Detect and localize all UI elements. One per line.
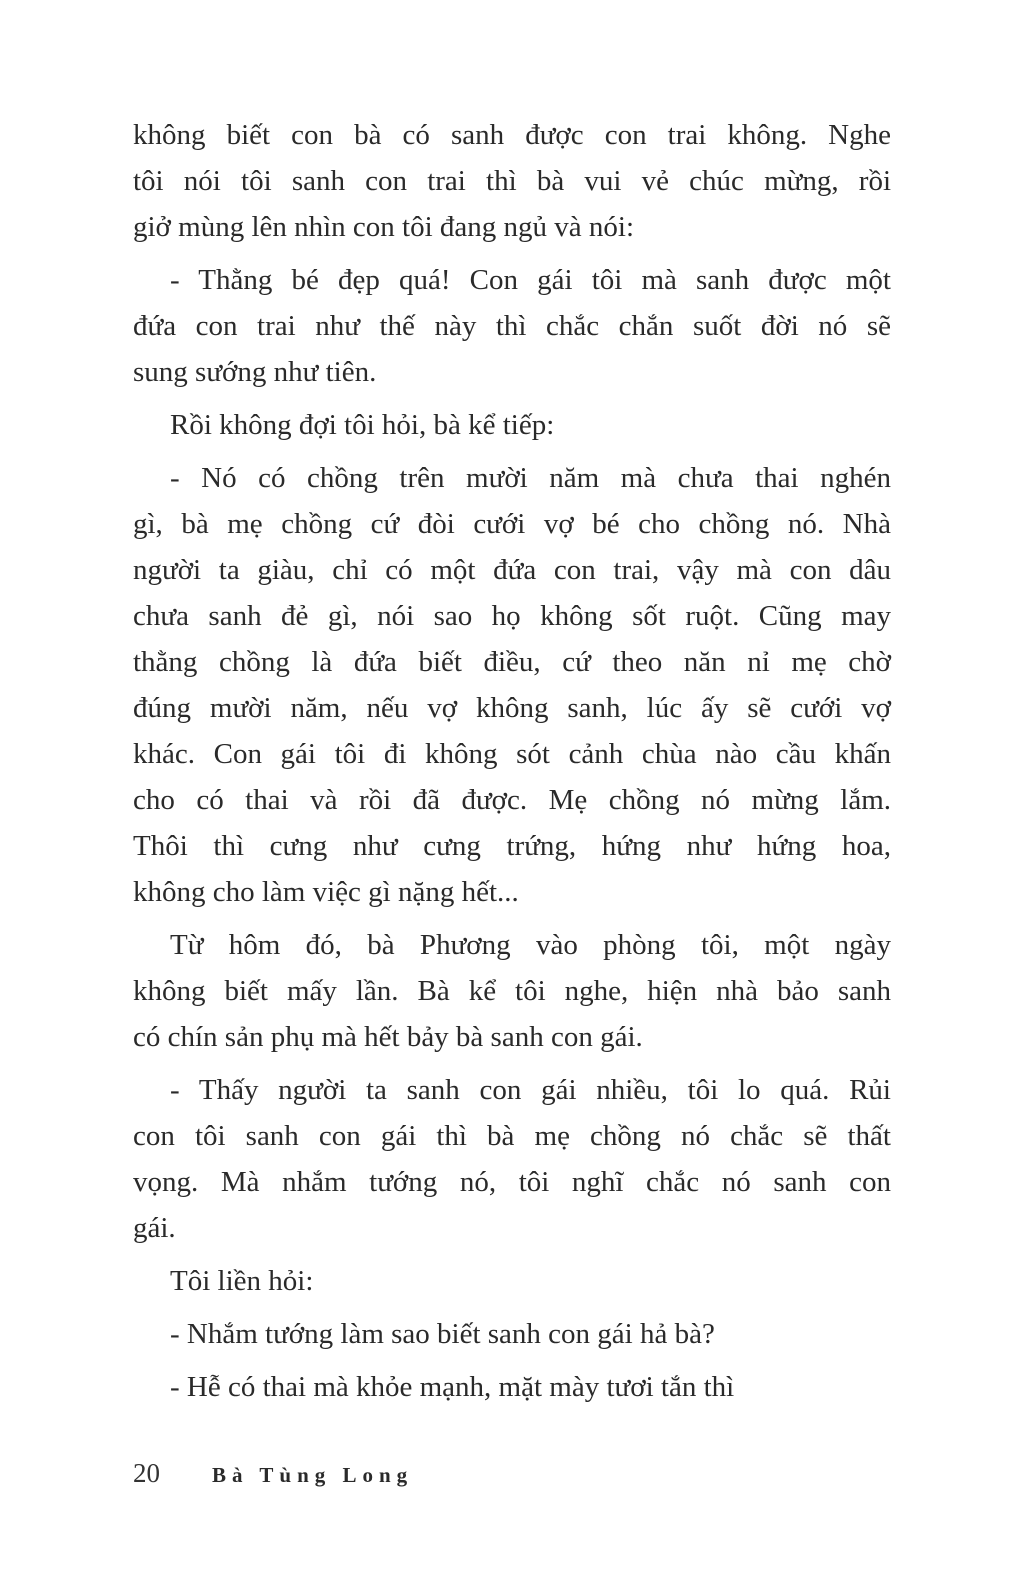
text-line: - Thằng bé đẹp quá! Con gái tôi mà sanh được một [170, 264, 891, 296]
text-line: có chín sản phụ mà hết bảy bà sanh con gái. [133, 1021, 643, 1053]
text-line: đúng mười năm, nếu vợ không sanh, lúc ấy sẽ cưới vợ [133, 692, 891, 724]
text-line: - Thấy người ta sanh con gái nhiều, tôi lo quá. Rủi [170, 1074, 891, 1106]
paragraph [133, 1311, 891, 1357]
text-line: gái. [133, 1212, 176, 1244]
text-line: giở mùng lên nhìn con tôi đang ngủ và nói: [133, 211, 635, 243]
text-line: không cho làm việc gì nặng hết... [133, 876, 519, 908]
paragraph [133, 455, 891, 915]
text-line: Thôi thì cưng như cưng trứng, hứng như hứng hoa, [133, 830, 891, 862]
text-line: khác. Con gái tôi đi không sót cảnh chùa nào cầu khấn [133, 738, 891, 770]
text-line: - Nó có chồng trên mười năm mà chưa thai nghén [170, 462, 891, 494]
paragraph [133, 1067, 891, 1251]
text-line: tôi nói tôi sanh con trai thì bà vui vẻ chúc mừng, rồi [133, 165, 891, 197]
paragraph [133, 112, 891, 250]
text-line: không biết mấy lần. Bà kể tôi nghe, hiện nhà bảo sanh [133, 975, 891, 1007]
page-footer [133, 1458, 413, 1489]
text-line: sung sướng như tiên. [133, 356, 377, 388]
text-line: Từ hôm đó, bà Phương vào phòng tôi, một ngày [170, 929, 891, 961]
page-number: 20 [133, 1458, 160, 1488]
paragraph [133, 257, 891, 395]
text-line: - Nhắm tướng làm sao biết sanh con gái hả bà? [170, 1318, 715, 1350]
paragraph [133, 402, 891, 448]
text-line: con tôi sanh con gái thì bà mẹ chồng nó chắc sẽ thất [133, 1120, 891, 1152]
text-line: gì, bà mẹ chồng cứ đòi cưới vợ bé cho chồng nó. Nhà [133, 508, 891, 540]
paragraph [133, 1258, 891, 1304]
text-line: Rồi không đợi tôi hỏi, bà kể tiếp: [170, 409, 555, 441]
text-line: chưa sanh đẻ gì, nói sao họ không sốt ruột. Cũng may [133, 600, 891, 632]
text-line: đứa con trai như thế này thì chắc chắn suốt đời nó sẽ [133, 310, 891, 342]
text-line: Tôi liền hỏi: [170, 1265, 314, 1297]
running-footer-author: Bà Tùng Long [212, 1463, 414, 1487]
text-line: - Hễ có thai mà khỏe mạnh, mặt mày tươi tắn thì [170, 1371, 735, 1403]
text-line: vọng. Mà nhắm tướng nó, tôi nghĩ chắc nó sanh con [133, 1166, 891, 1198]
paragraph [133, 922, 891, 1060]
text-line: cho có thai và rồi đã được. Mẹ chồng nó mừng lắm. [133, 784, 891, 816]
paragraph [133, 1364, 891, 1410]
text-line: người ta giàu, chỉ có một đứa con trai, vậy mà con dâu [133, 554, 891, 586]
text-line: thằng chồng là đứa biết điều, cứ theo năn nỉ mẹ chờ [133, 646, 891, 678]
text-block [133, 112, 891, 1417]
text-line: không biết con bà có sanh được con trai không. Nghe [133, 119, 891, 151]
